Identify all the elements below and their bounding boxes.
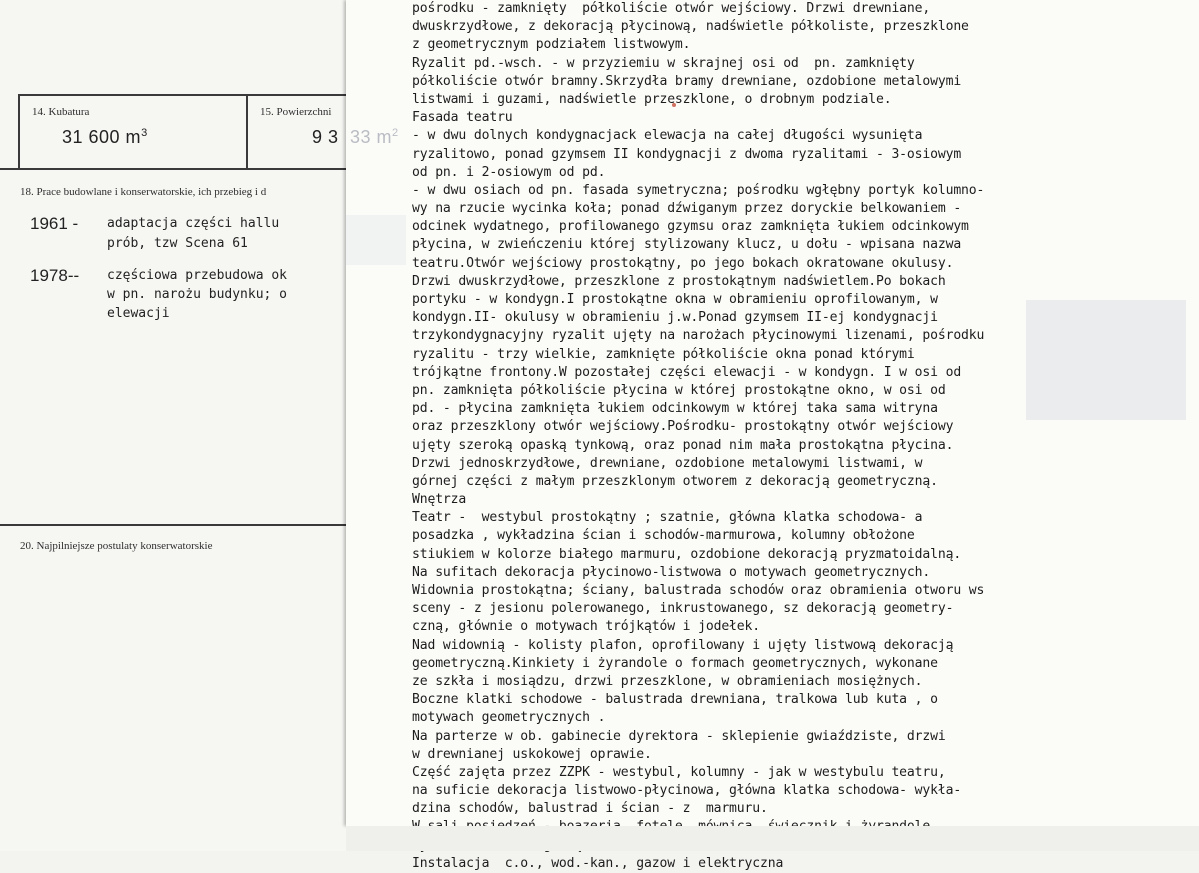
typed-description <box>412 0 1199 873</box>
field-14-label: 14. Kubatura <box>32 106 90 118</box>
work-entry-1978 <box>30 266 79 286</box>
field-14-number: 31 600 m <box>62 127 142 147</box>
typed-line: dzina schodów, balustrad i ścian - z marmuru. <box>412 801 768 817</box>
typed-line: pn. zamknięta półkoliście płycina w której prostokątne okno, w osi od <box>412 382 946 398</box>
faint-area-number: 33 m <box>350 127 393 147</box>
field-15-value: 9 3 <box>312 127 339 147</box>
typed-line: geometryczną.Kinkiety i żyrandole o formach geometrycznych, wykonane <box>412 655 938 671</box>
card-rule-top <box>18 94 348 96</box>
typed-line: listwami i guzami, nadświetle przeszklone, o drobnym podziale. <box>412 91 892 107</box>
typed-line: Instalacja c.o., wod.-kan., gazow i elektryczna <box>412 855 784 871</box>
entry-line: w pn. narożu budynku; o <box>107 287 288 302</box>
entry-line: adaptacja części hallu <box>107 216 280 231</box>
typed-line: odcinek wydatnego, profilowanego gzymsu oraz zamknięta łukiem odcinkowym <box>412 219 969 235</box>
card-rule-mid <box>0 168 348 170</box>
typed-line: Boczne klatki schodowe - balustrada drewniana, tralkowa lub kuta , o <box>412 692 938 708</box>
typed-line: z geometrycznym podziałem listwowym. <box>412 37 691 53</box>
typed-line: pd. - płycina zamknięta łukiem odcinkowym w której taka sama witryna <box>412 401 938 417</box>
sheet-bottom-edge <box>346 826 1199 851</box>
typed-line: Drzwi dwuskrzydłowe, przeszklone z prostokątnym nadświetlem.Po bokach <box>412 273 946 289</box>
card-rule-divider <box>246 94 248 170</box>
typed-line: Na sufitach dekoracja płycinowo-listwowa o motywach geometrycznych. <box>412 564 931 580</box>
typed-line: sceny - z jesionu polerowanego, inkrustowanego, sz dekoracją geometry- <box>412 601 954 617</box>
typed-line: górnej części z małym przeszklonym otworem z dekoracją geometryczną. <box>412 473 938 489</box>
typed-line: stiukiem w kolorze białego marmuru, ozdobione dekoracją pryzmatoidalną. <box>412 546 962 562</box>
typed-line: posadzka , wykładzina ścian i schodów-marmurowa, kolumny obłożone <box>412 528 915 544</box>
typed-line: półkoliście otwór bramny.Skrzydła bramy drewniane, ozdobione metalowymi <box>412 73 962 89</box>
typed-line: oraz przeszklony otwór wejściowy.Pośrodku- prostokątny otwór wejściowy <box>412 419 954 435</box>
typed-line: kondygn.II- okulusy w obramieniu j.w.Ponad gzymsem II-ej kondygnacji <box>412 310 938 326</box>
typed-line: Wnętrza <box>412 492 467 508</box>
typed-line: płycina, w zwieńczeniu której stylizowany klucz, u dołu - wpisana nazwa <box>412 237 962 253</box>
show-through-block <box>346 215 406 265</box>
field-18-label: 18. Prace budowlane i konserwatorskie, ich przebieg i d <box>20 186 267 198</box>
typed-line: w drewnianej uskokowej oprawie. <box>412 746 652 762</box>
field-14-exponent: 3 <box>141 127 148 139</box>
typed-line: dwuskrzydłowe, z dekoracją płycinową, nadświetle półkoliste, przeszklone <box>412 19 969 35</box>
work-entry-1961 <box>30 214 78 234</box>
typed-line: Widownia prostokątna; ściany, balustrada schodów oraz obramienia otworu ws <box>412 583 985 598</box>
work-entry-1961-text <box>107 214 279 254</box>
typed-line: ryzalitowo, ponad gzymsem II kondygnacji z dwoma ryzalitami - 3-osiowym <box>412 146 962 162</box>
field-20-label: 20. Najpilniejsze postulaty konserwatorskie <box>20 540 213 552</box>
typed-line: Drzwi jednoskrzydłowe, drewniane, ozdobione metalowymi listwami, w <box>412 455 923 471</box>
typed-line: ujęty szeroką opaską tynkową, oraz ponad nim mała prostokątna płycina. <box>412 437 954 453</box>
typed-line: - w dwu dolnych kondygnacjack elewacja na całej długości wysunięta <box>412 128 923 144</box>
typed-line: teatru.Otwór wejściowy prostokątny, po jego bokach okratowane okulusy. <box>412 255 954 271</box>
typed-line: wy na rzucie wycinka koła; ponad dźwiganym przez doryckie belkowaniem - <box>412 201 962 217</box>
entry-line: elewacji <box>107 306 170 321</box>
card-rule-lower <box>0 524 348 526</box>
typed-line: motywach geometrycznych . <box>412 710 606 726</box>
entry-line: częściowa przebudowa ok <box>107 268 288 283</box>
entry-line: prób, tzw Scena 61 <box>107 236 248 251</box>
field-14-value <box>62 127 148 148</box>
faint-area-value <box>350 127 399 148</box>
typed-line: Na parterze w ob. gabinecie dyrektora - sklepienie gwiaździste, drzwi <box>412 728 946 744</box>
typed-line: od pn. i 2-osiowym od pd. <box>412 164 606 180</box>
typed-line: ze szkła i mosiądzu, drzwi przeszklone, w obramieniach mosiężnych. <box>412 673 923 689</box>
typed-line: pośrodku - zamknięty półkoliście otwór wejściowy. Drzwi drewniane, <box>412 1 931 16</box>
card-rule-left <box>18 94 20 170</box>
field-15-label: 15. Powierzchni <box>260 106 332 118</box>
typed-line: czną, głównie o motywach trójkątów i jodełek. <box>412 619 760 635</box>
typed-line: Teatr - westybul prostokątny ; szatnie, główna klatka schodowa- a <box>412 510 923 526</box>
typed-line: Nad widownią - kolisty plafon, oprofilowany i ujęty listwową dekoracją <box>412 637 954 653</box>
typed-line: ryzalitu - trzy wielkie, zamknięte półkoliście okna ponad którymi <box>412 346 915 362</box>
typed-line: Ryzalit pd.-wsch. - w przyziemiu w skrajnej osi od pn. zamknięty <box>412 55 915 71</box>
typed-line: trzykondygnacyjny ryzalit ujęty na narożach płycinowymi lizenami, pośrodku <box>412 328 985 344</box>
entry-year: 1961 - <box>30 214 79 233</box>
typed-line: na suficie dekoracja listwowo-płycinowa, główna klatka schodowa- wykła- <box>412 783 962 799</box>
faint-area-exponent: 2 <box>392 127 399 139</box>
entry-year: 1978-- <box>30 266 80 285</box>
typed-line: trójkątne frontony.W pozostałej części elewacji - w kondygn. I w osi od <box>412 364 962 380</box>
typed-line: - w dwu osiach od pn. fasada symetryczna; pośrodku wgłębny portyk kolumno- <box>412 182 985 198</box>
typed-line: Fasada teatru <box>412 110 513 126</box>
work-entry-1978-text <box>107 266 287 323</box>
typed-line: Część zajęta przez ZZPK - westybul, kolumny - jak w westybulu teatru, <box>412 764 946 780</box>
typed-line: portyku - w kondygn.I prostokątne okna w obramieniu oprofilowanym, w <box>412 292 938 307</box>
